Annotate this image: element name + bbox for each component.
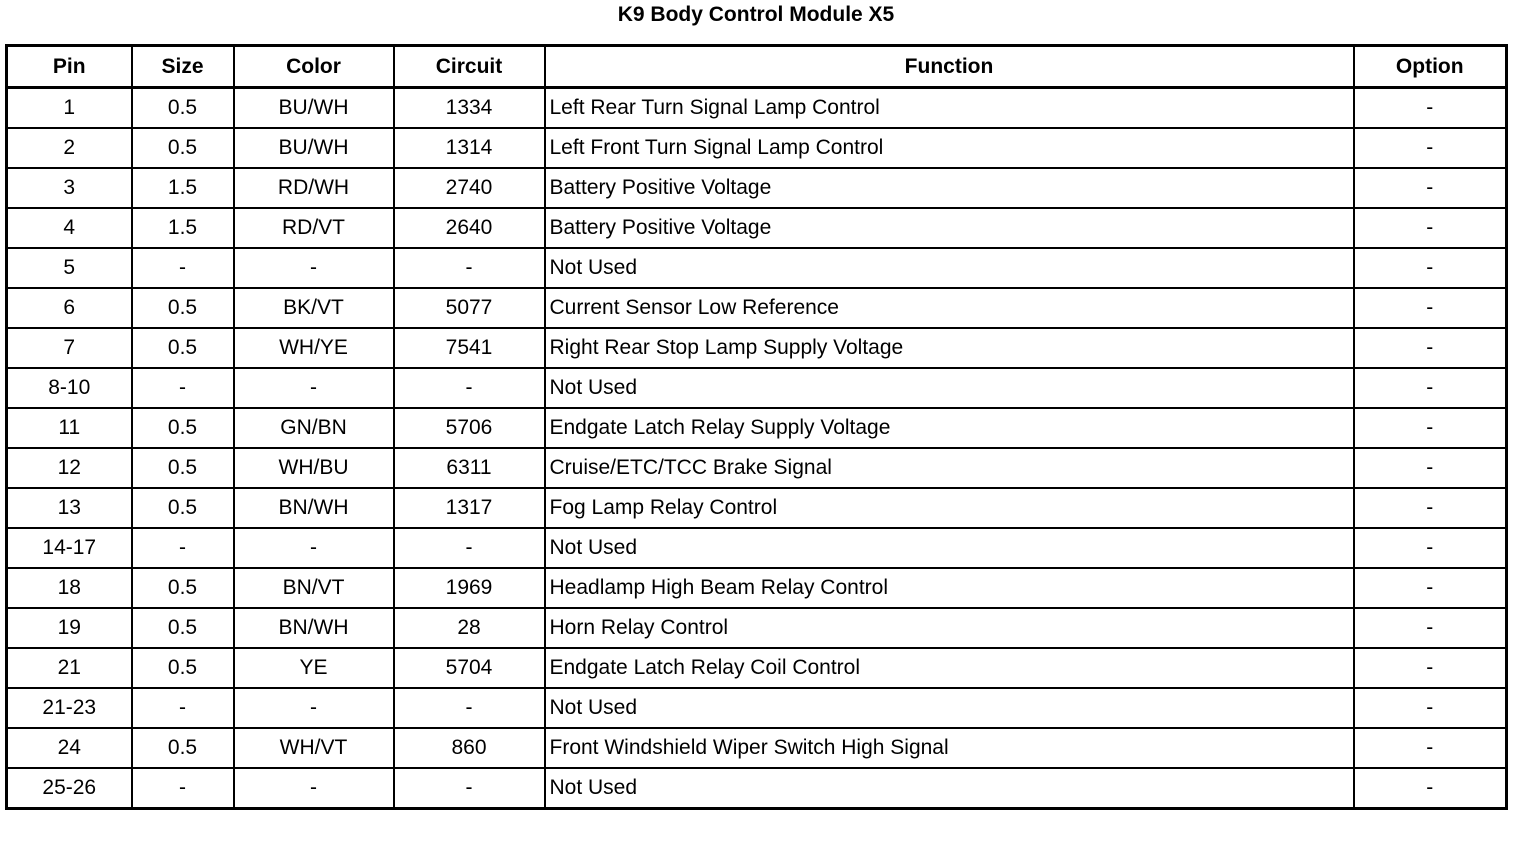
cell-color: WH/BU [234,448,394,488]
cell-pin: 1 [7,88,132,129]
cell-option: - [1354,688,1507,728]
cell-size: 0.5 [132,728,234,768]
cell-function: Right Rear Stop Lamp Supply Voltage [545,328,1354,368]
cell-size: 0.5 [132,128,234,168]
table-row [7,608,1507,648]
cell-circuit: 860 [394,728,545,768]
cell-option: - [1354,488,1507,528]
cell-circuit: - [394,368,545,408]
cell-function: Not Used [545,528,1354,568]
cell-pin: 4 [7,208,132,248]
cell-pin: 12 [7,448,132,488]
table-row [7,648,1507,688]
cell-size: 0.5 [132,568,234,608]
cell-color: RD/WH [234,168,394,208]
table-row [7,168,1507,208]
cell-option: - [1354,208,1507,248]
cell-function: Not Used [545,248,1354,288]
cell-function: Left Rear Turn Signal Lamp Control [545,88,1354,129]
cell-circuit: 2640 [394,208,545,248]
table-row [7,528,1507,568]
cell-circuit: 1317 [394,488,545,528]
cell-pin: 3 [7,168,132,208]
table-row [7,688,1507,728]
cell-option: - [1354,568,1507,608]
table-row [7,488,1507,528]
cell-size: - [132,248,234,288]
cell-function: Endgate Latch Relay Supply Voltage [545,408,1354,448]
cell-circuit: - [394,768,545,809]
cell-option: - [1354,528,1507,568]
cell-circuit: 5704 [394,648,545,688]
cell-color: BN/WH [234,608,394,648]
cell-color: - [234,688,394,728]
cell-size: 0.5 [132,608,234,648]
cell-function: Endgate Latch Relay Coil Control [545,648,1354,688]
cell-size: - [132,528,234,568]
cell-function: Current Sensor Low Reference [545,288,1354,328]
cell-color: WH/VT [234,728,394,768]
cell-color: BU/WH [234,88,394,129]
cell-pin: 14-17 [7,528,132,568]
cell-pin: 19 [7,608,132,648]
cell-option: - [1354,128,1507,168]
cell-option: - [1354,648,1507,688]
cell-option: - [1354,168,1507,208]
cell-pin: 25-26 [7,768,132,809]
cell-option: - [1354,328,1507,368]
cell-option: - [1354,408,1507,448]
cell-color: GN/BN [234,408,394,448]
cell-color: - [234,248,394,288]
cell-option: - [1354,448,1507,488]
cell-pin: 8-10 [7,368,132,408]
cell-color: - [234,528,394,568]
cell-option: - [1354,88,1507,129]
cell-pin: 21 [7,648,132,688]
cell-circuit: - [394,248,545,288]
cell-circuit: 1969 [394,568,545,608]
cell-circuit: 7541 [394,328,545,368]
cell-circuit: 2740 [394,168,545,208]
cell-function: Not Used [545,688,1354,728]
cell-color: BN/VT [234,568,394,608]
cell-pin: 18 [7,568,132,608]
pinout-table [5,44,1508,810]
column-header-function: Function [545,46,1354,88]
cell-pin: 24 [7,728,132,768]
column-header-color: Color [234,46,394,88]
table-row [7,768,1507,809]
column-header-pin: Pin [7,46,132,88]
cell-function: Fog Lamp Relay Control [545,488,1354,528]
table-body [7,88,1507,809]
table-row [7,408,1507,448]
cell-circuit: 6311 [394,448,545,488]
cell-circuit: - [394,688,545,728]
cell-function: Headlamp High Beam Relay Control [545,568,1354,608]
cell-pin: 11 [7,408,132,448]
table-row [7,208,1507,248]
cell-pin: 6 [7,288,132,328]
cell-size: 0.5 [132,88,234,129]
table-row [7,728,1507,768]
cell-function: Horn Relay Control [545,608,1354,648]
cell-color: - [234,368,394,408]
cell-color: BK/VT [234,288,394,328]
cell-option: - [1354,768,1507,809]
table-row [7,288,1507,328]
column-header-circuit: Circuit [394,46,545,88]
cell-pin: 2 [7,128,132,168]
cell-circuit: 1314 [394,128,545,168]
cell-function: Cruise/ETC/TCC Brake Signal [545,448,1354,488]
document-title: K9 Body Control Module X5 [617,3,895,26]
cell-size: - [132,688,234,728]
cell-size: 0.5 [132,288,234,328]
table-header-row [7,46,1507,88]
cell-function: Battery Positive Voltage [545,168,1354,208]
cell-function: Not Used [545,768,1354,809]
cell-option: - [1354,368,1507,408]
cell-option: - [1354,728,1507,768]
cell-circuit: - [394,528,545,568]
cell-function: Left Front Turn Signal Lamp Control [545,128,1354,168]
cell-circuit: 1334 [394,88,545,129]
cell-pin: 7 [7,328,132,368]
column-header-size: Size [132,46,234,88]
cell-pin: 5 [7,248,132,288]
cell-circuit: 5077 [394,288,545,328]
cell-size: 0.5 [132,648,234,688]
cell-size: 0.5 [132,328,234,368]
table-row [7,128,1507,168]
cell-circuit: 28 [394,608,545,648]
cell-size: 0.5 [132,408,234,448]
table-row [7,248,1507,288]
cell-color: BU/WH [234,128,394,168]
cell-size: 1.5 [132,208,234,248]
column-header-option: Option [1354,46,1507,88]
cell-color: RD/VT [234,208,394,248]
cell-option: - [1354,288,1507,328]
cell-color: WH/YE [234,328,394,368]
cell-color: - [234,768,394,809]
cell-size: 1.5 [132,168,234,208]
cell-pin: 13 [7,488,132,528]
cell-function: Battery Positive Voltage [545,208,1354,248]
cell-function: Not Used [545,368,1354,408]
table-row [7,448,1507,488]
cell-size: 0.5 [132,448,234,488]
cell-function: Front Windshield Wiper Switch High Signal [545,728,1354,768]
cell-color: BN/WH [234,488,394,528]
cell-size: - [132,368,234,408]
cell-pin: 21-23 [7,688,132,728]
cell-circuit: 5706 [394,408,545,448]
table-row [7,568,1507,608]
cell-size: - [132,768,234,809]
cell-option: - [1354,248,1507,288]
table-row [7,368,1507,408]
cell-color: YE [234,648,394,688]
table-row [7,328,1507,368]
cell-size: 0.5 [132,488,234,528]
table-row [7,88,1507,129]
cell-option: - [1354,608,1507,648]
